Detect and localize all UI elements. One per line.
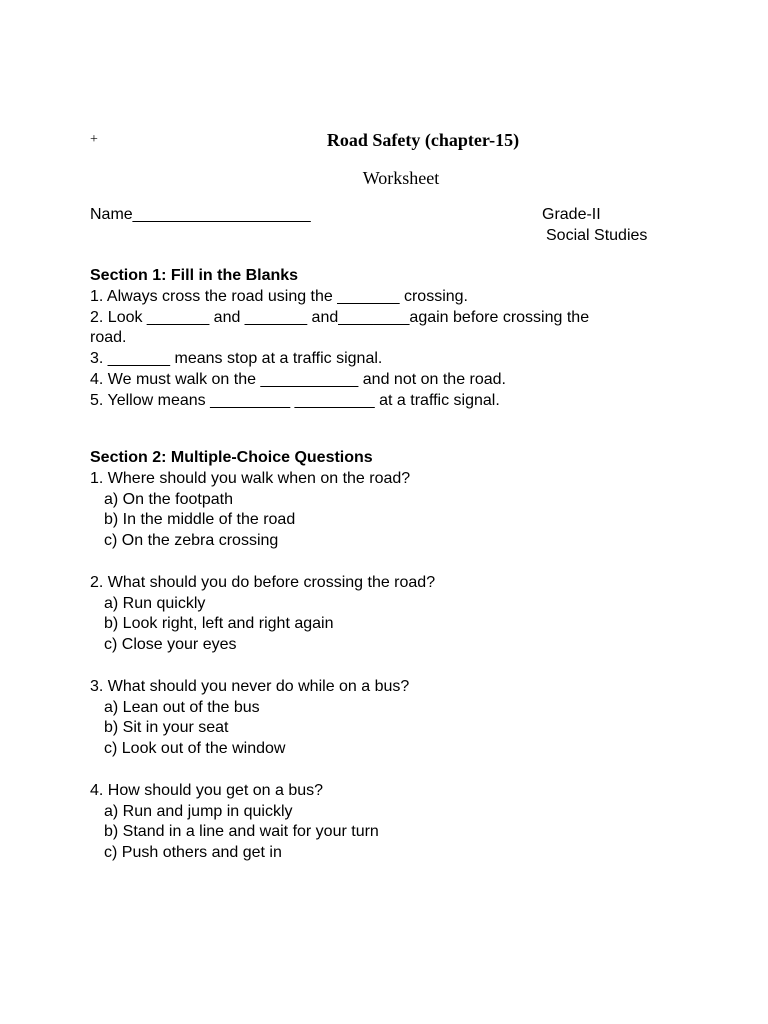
mcq-question: 4. How should you get on a bus? [90,781,324,799]
page-subtitle: Worksheet [362,168,440,188]
mcq-option: c) On the zebra crossing [104,532,279,550]
plus-mark: + [90,132,98,147]
name-field-line: Name____________________ [90,206,311,223]
mcq-option: c) Close your eyes [104,636,237,654]
section-2-heading: Section 2: Multiple-Choice Questions [90,448,373,466]
fill-blank-item: 2. Look _______ and _______ and________again before crossing the [90,308,590,326]
mcq-option: b) Stand in a line and wait for your turn [104,823,379,841]
section-1-heading: Section 1: Fill in the Blanks [90,267,299,284]
mcq-option: b) Sit in your seat [104,719,229,737]
fill-blank-item: 1. Always cross the road using the _______ crossing. [90,287,468,305]
fill-blank-item: 5. Yellow means _________ _________ at a traffic signal. [90,391,500,409]
worksheet-content [90,266,670,864]
page-title: Road Safety (chapter-15) [326,130,520,150]
mcq-option: a) Lean out of the bus [104,698,260,716]
grade-label: Grade-II [542,206,601,223]
mcq-option: c) Push others and get in [104,844,282,862]
mcq-option: b) Look right, left and right again [104,615,334,633]
mcq-question: 1. Where should you walk when on the road? [90,469,411,487]
mcq-option: a) Run and jump in quickly [104,802,293,820]
mcq-option: b) In the middle of the road [104,511,296,529]
mcq-option: a) On the footpath [104,490,233,508]
fill-blank-item: 3. _______ means stop at a traffic signal. [90,350,383,368]
subject-label: Social Studies [546,227,648,244]
mcq-option: c) Look out of the window [104,740,286,758]
fill-blank-item: 4. We must walk on the ___________ and not on the road. [90,370,506,388]
mcq-question: 3. What should you never do while on a bus? [90,677,410,695]
mcq-question: 2. What should you do before crossing the road? [90,573,436,591]
mcq-option: a) Run quickly [104,594,206,612]
fill-blank-item-continued: road. [90,329,127,347]
